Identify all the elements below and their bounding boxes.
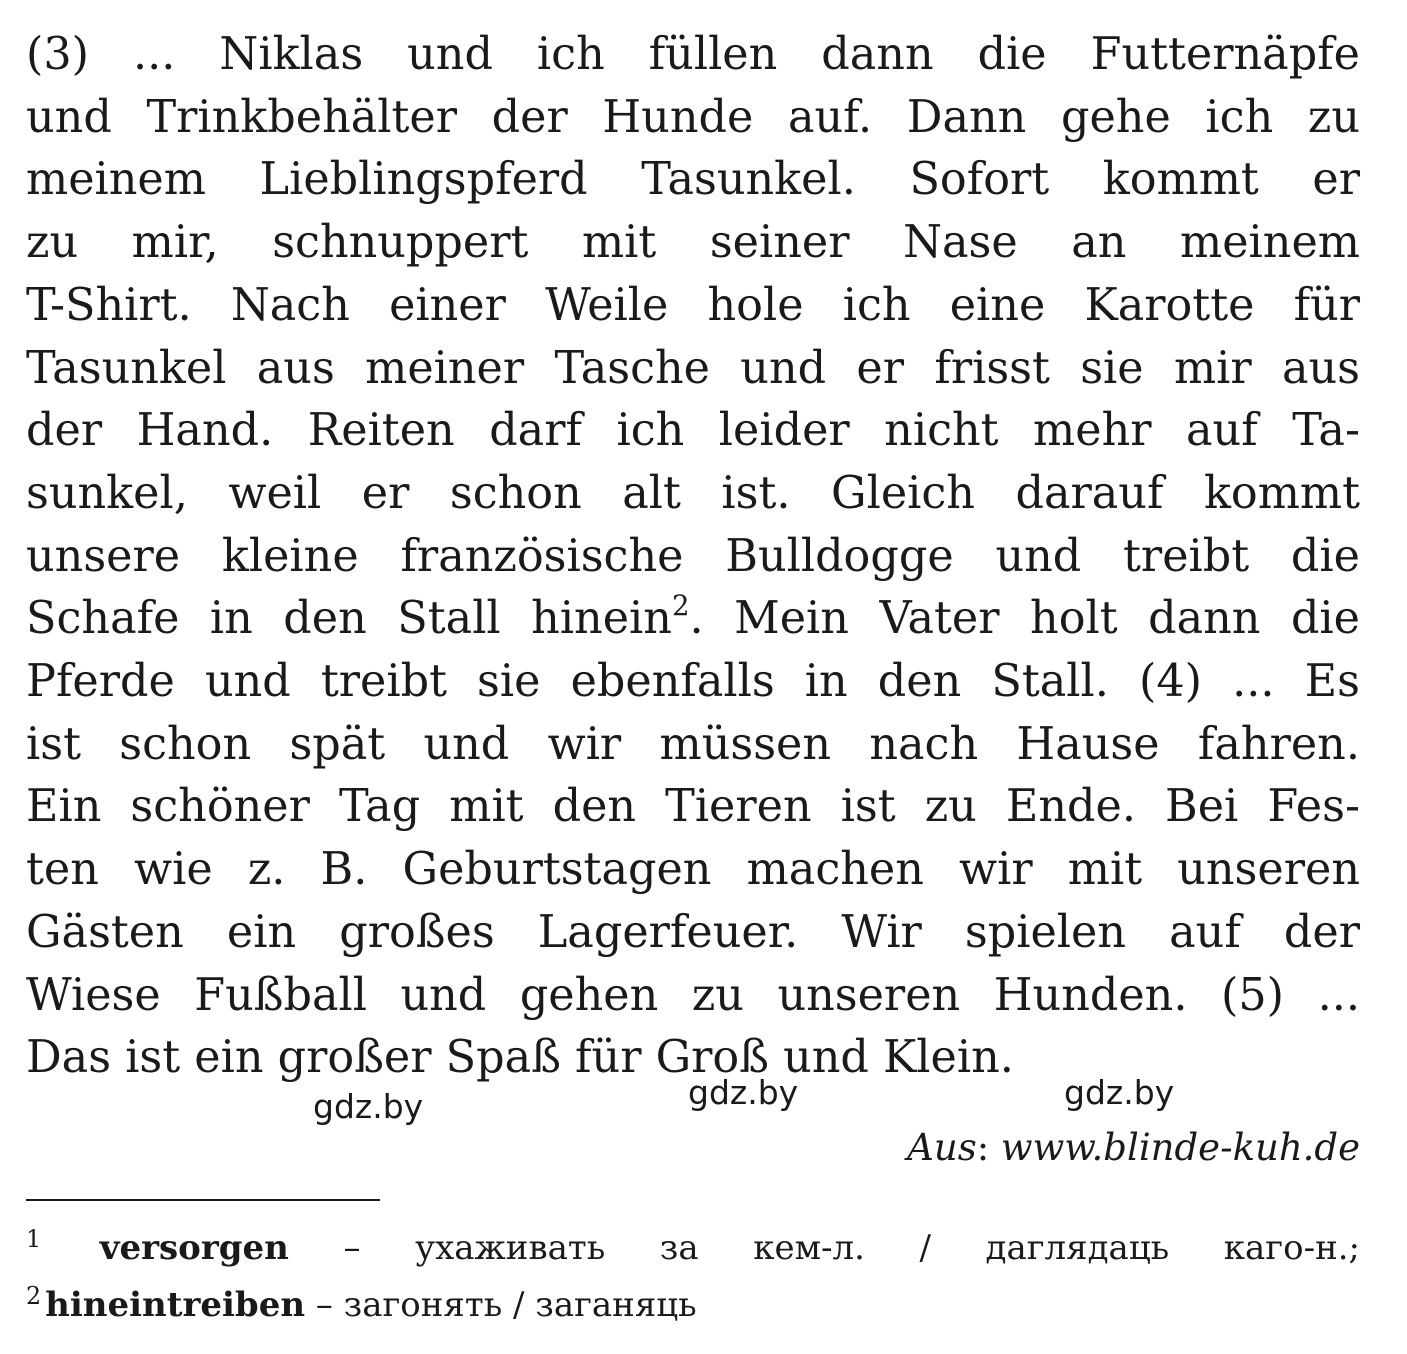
text-line: (3) ... Niklas und ich füllen dann die Futternäpfe xyxy=(26,29,1360,80)
footnote-2 xyxy=(26,1277,1360,1334)
text-line: und Trinkbehälter der Hunde auf. Dann gehe ich zu xyxy=(26,91,1360,143)
paragraph xyxy=(26,24,1360,1090)
line-tail: . Mein Vater holt dann die xyxy=(689,593,1360,645)
main-text xyxy=(26,24,1360,1090)
text-line: ten wie z. B. Geburtstagen machen wir mit unseren xyxy=(26,844,1360,896)
text-line: Ein schöner Tag mit den Tieren ist zu Ende. Bei Fes- xyxy=(26,781,1360,833)
footnote-1 xyxy=(26,1220,1360,1277)
watermark: gdz.by xyxy=(688,1073,799,1112)
text-line: sunkel, weil er schon alt ist. Gleich darauf kommt xyxy=(26,467,1360,519)
footnote-ref-2: 2 xyxy=(671,588,690,622)
footnote-number: 1 xyxy=(26,1224,42,1253)
text-line: Pferde und treibt sie ebenfalls in den Stall. (4) ... Es xyxy=(26,656,1360,708)
text-line: der Hand. Reiten darf ich leider nicht mehr auf Ta- xyxy=(26,405,1360,457)
text-line: T-Shirt. Nach einer Weile hole ich eine Karotte für xyxy=(26,279,1360,331)
text-line: meinem Lieblingspferd Tasunkel. Sofort kommt er xyxy=(26,154,1360,206)
text-line-with-footnote xyxy=(26,588,1360,651)
footnote-divider xyxy=(26,1199,380,1201)
footnote-translation: – загонять / заганяць xyxy=(305,1285,697,1325)
footnote-translation: – ухаживать за кем-л. / даглядаць каго-н.; xyxy=(288,1228,1360,1268)
text-line: zu mir, schnuppert mit seiner Nase an meinem xyxy=(26,217,1360,269)
watermark: gdz.by xyxy=(1064,1073,1175,1112)
text-line: Gästen ein großes Lagerfeuer. Wir spielen auf der xyxy=(26,906,1360,958)
text-line: Wiese Fußball und gehen zu unseren Hunden. (5) ... xyxy=(26,969,1360,1021)
line-head: Schafe in den Stall hinein xyxy=(26,593,672,645)
source-url: www.blinde-kuh.de xyxy=(1000,1126,1360,1169)
source-citation xyxy=(907,1124,1360,1172)
source-label: Aus xyxy=(907,1126,977,1169)
text-line: ist schon spät und wir müssen nach Hause fahren. xyxy=(26,718,1360,770)
text-line: Tasunkel aus meiner Tasche und er frisst sie mir aus xyxy=(26,342,1360,394)
footnote-term: versorgen xyxy=(99,1228,289,1268)
watermark: gdz.by xyxy=(313,1087,424,1126)
text-line: Das ist ein großer Spaß für Groß und Klein. xyxy=(26,1032,1014,1084)
footnote-term: hineintreiben xyxy=(45,1285,306,1325)
text-line: unsere kleine französische Bulldogge und treibt die xyxy=(26,530,1360,582)
source-separator: : xyxy=(976,1126,1001,1169)
footnote-number: 2 xyxy=(26,1281,42,1310)
footnotes xyxy=(26,1220,1360,1334)
